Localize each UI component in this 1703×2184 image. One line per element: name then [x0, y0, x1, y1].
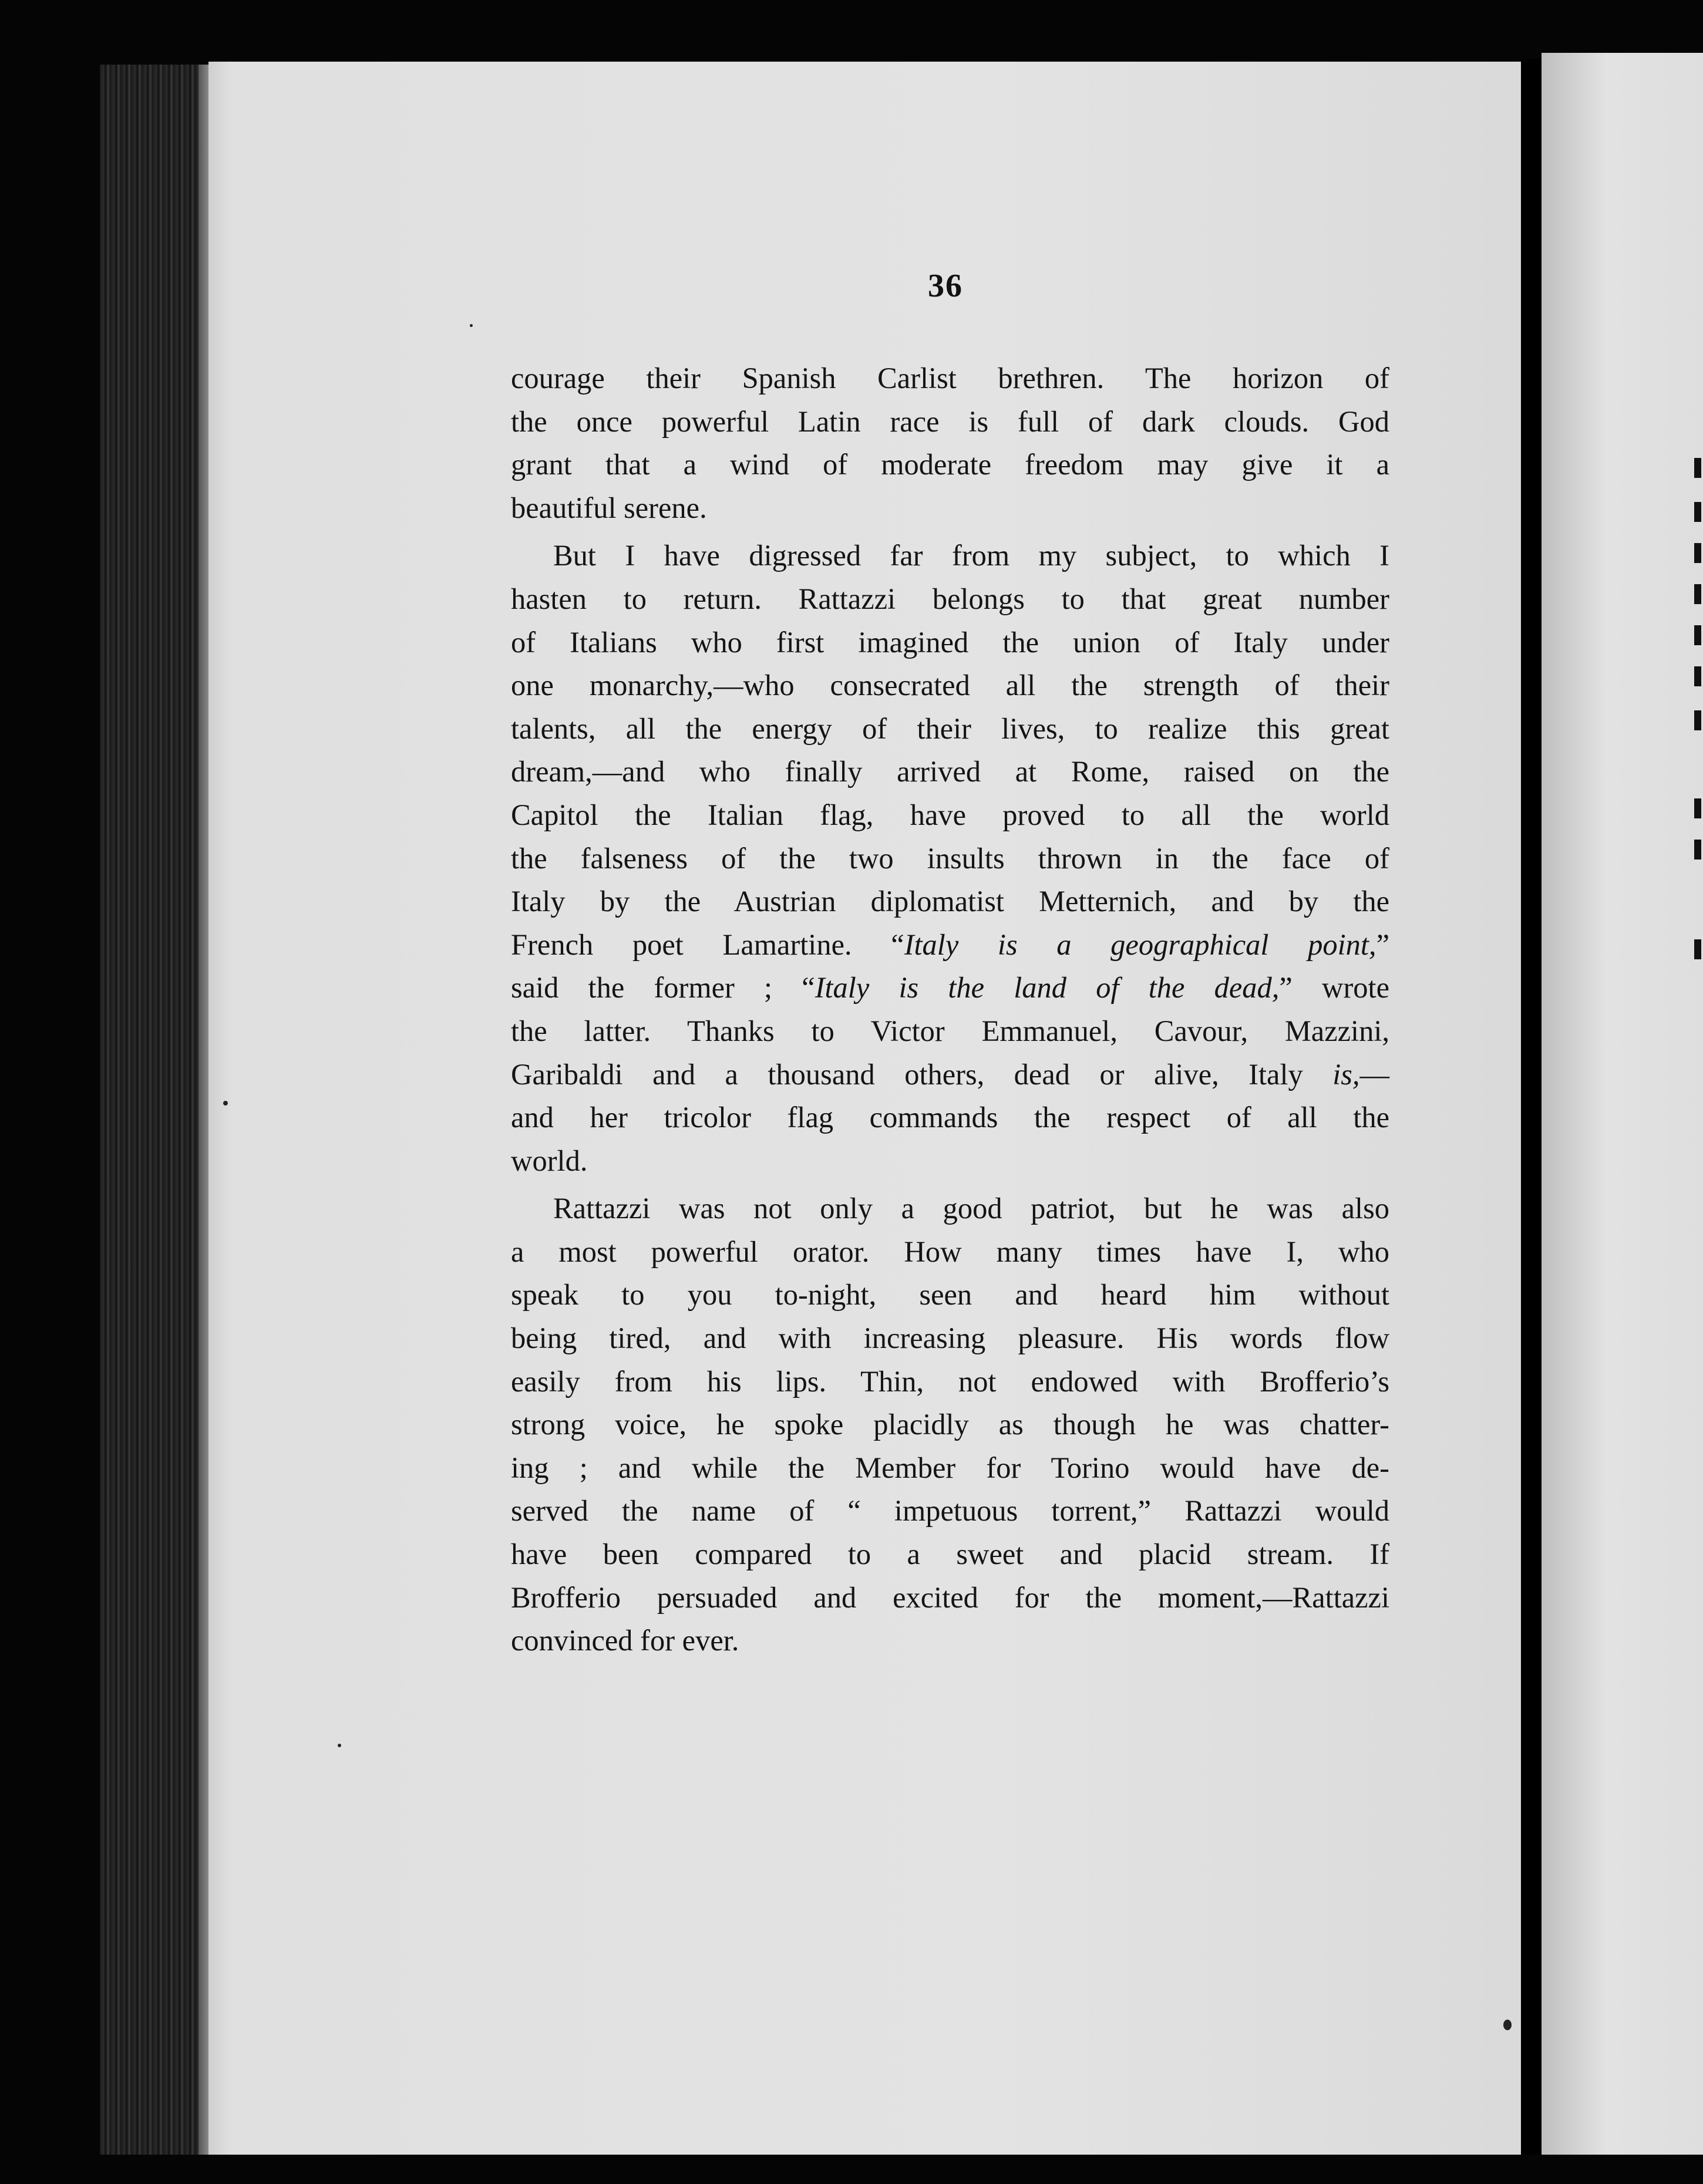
- scan-speck: [223, 1101, 228, 1106]
- text-segment: ”: [1376, 928, 1389, 961]
- text-line-mixed: [511, 924, 1389, 967]
- text-line: convinced for ever.: [511, 1624, 739, 1657]
- italic-quote: Italy is the land of the dead,: [815, 971, 1280, 1005]
- text-line: dream,—and who finally arrived at Rome, raised on the: [511, 755, 1389, 788]
- text-line: Rattazzi was not only a good patriot, but he was also: [553, 1192, 1389, 1225]
- text-line: speak to you to-night, seen and heard him without: [511, 1278, 1389, 1312]
- text-line: Brofferio persuaded and excited for the moment,—Rattazzi: [511, 1580, 1389, 1614]
- text-line: Italy by the Austrian diplomatist Metternich, and by the: [511, 885, 1389, 918]
- italic-quote: Italy is a geographical point,: [904, 928, 1376, 961]
- body-text: [511, 357, 1389, 1663]
- book-edge: [100, 65, 211, 2155]
- text-line: talents, all the energy of their lives, to realize this great: [511, 712, 1389, 745]
- text-line: and her tricolor flag commands the respect of all the: [511, 1101, 1389, 1134]
- text-line-mixed: [511, 1053, 1389, 1097]
- text-line: being tired, and with increasing pleasure. His words flow: [511, 1322, 1389, 1355]
- text-line: But I have digressed far from my subject, to which I: [553, 539, 1389, 572]
- text-line: served the name of “ impetuous torrent,” Rattazzi would: [511, 1494, 1389, 1528]
- book-gutter: [1521, 59, 1542, 2155]
- scan-speck: [1503, 2020, 1512, 2030]
- scan-speck: [338, 1744, 341, 1747]
- text-line: courage their Spanish Carlist brethren. The horizon of: [511, 362, 1389, 395]
- text-segment: ” wrote: [1279, 971, 1389, 1005]
- text-line: of Italians who first imagined the union of Italy under: [511, 625, 1389, 659]
- scan-speck: [470, 324, 473, 327]
- text-line: beautiful serene.: [511, 491, 707, 524]
- text-line: grant that a wind of moderate freedom may give it a: [511, 448, 1389, 481]
- text-line: easily from his lips. Thin, not endowed with Brofferio’s: [511, 1364, 1389, 1398]
- text-line: have been compared to a sweet and placid stream. If: [511, 1538, 1389, 1571]
- facing-page-edge: [1542, 53, 1703, 2155]
- text-segment: French poet Lamartine. “: [511, 928, 904, 961]
- text-line: one monarchy,—who consecrated all the strength of their: [511, 669, 1389, 702]
- text-line-mixed: [511, 966, 1389, 1010]
- text-segment: said the former ; “: [511, 971, 815, 1005]
- text-line: Capitol the Italian flag, have proved to all the world: [511, 798, 1389, 831]
- text-line: world.: [511, 1144, 588, 1177]
- text-line: hasten to return. Rattazzi belongs to that great number: [511, 582, 1389, 615]
- italic-word: is,: [1332, 1057, 1360, 1091]
- page-number: 36: [928, 268, 963, 304]
- text-line: strong voice, he spoke placidly as though he was chatter-: [511, 1408, 1389, 1441]
- text-segment: —: [1359, 1057, 1390, 1091]
- text-line: the latter. Thanks to Victor Emmanuel, Cavour, Mazzini,: [511, 1014, 1389, 1047]
- text-segment: Garibaldi and a thousand others, dead or alive, Italy: [511, 1057, 1303, 1091]
- text-line: ing ; and while the Member for Torino would have de-: [511, 1451, 1389, 1484]
- text-line: a most powerful orator. How many times have I, who: [511, 1235, 1389, 1268]
- text-line: the falseness of the two insults thrown in the face of: [511, 841, 1389, 875]
- text-line: the once powerful Latin race is full of dark clouds. God: [511, 405, 1389, 438]
